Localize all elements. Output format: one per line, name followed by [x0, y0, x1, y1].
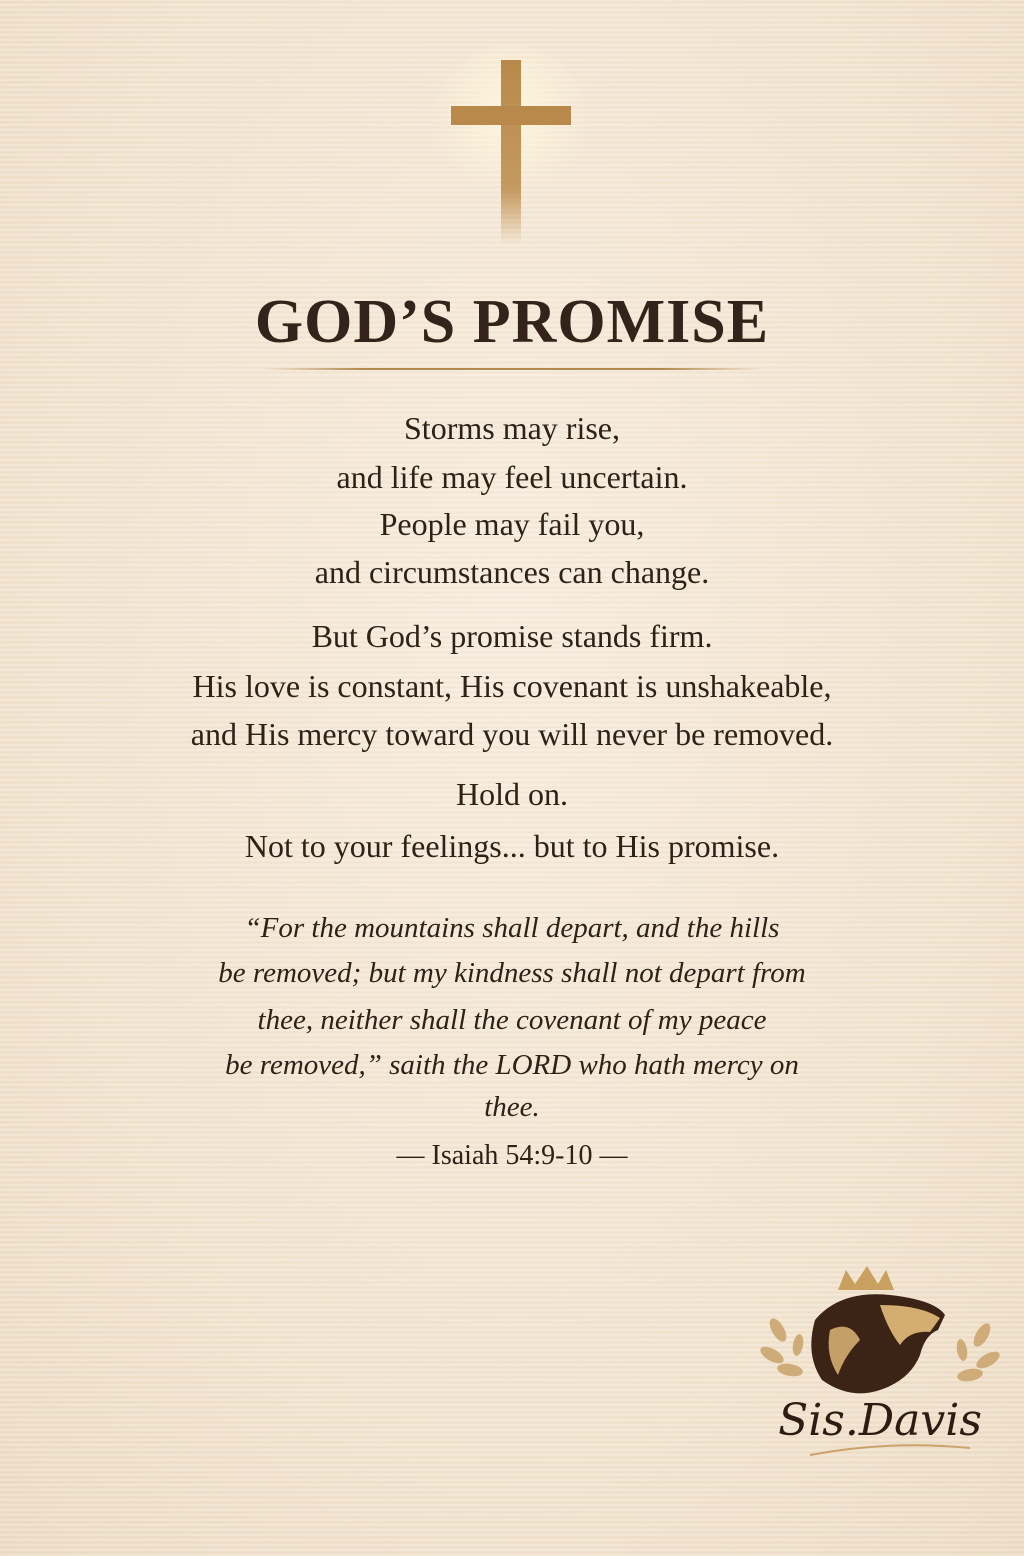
stanza-line: People may fail you, [379, 506, 645, 542]
scripture-line: be removed; but my kindness shall not depart from [218, 957, 806, 989]
stanza-line: Storms may rise, [404, 410, 620, 446]
scripture-line: “For the mountains shall depart, and the hills [244, 912, 780, 944]
stanza-line: But God’s promise stands firm. [311, 618, 713, 654]
stanza-line: and life may feel uncertain. [336, 459, 688, 495]
crowned-lion-icon [760, 1260, 1000, 1460]
title-divider [262, 368, 762, 370]
stanza-line: Hold on. [456, 776, 568, 812]
page-title: GOD’S PROMISE [254, 288, 770, 356]
stanza-line: and circumstances can change. [314, 554, 710, 590]
scripture-line: be removed,” saith the LORD who hath mercy on [225, 1049, 799, 1081]
stanza-line: Not to your feelings... but to His promise. [244, 828, 780, 864]
logo-text: Sis.Davis [778, 1395, 982, 1446]
scripture-reference: — Isaiah 54:9-10 — [396, 1140, 628, 1171]
scripture-line: thee. [484, 1091, 540, 1123]
stanza-line: and His mercy toward you will never be removed. [190, 716, 834, 752]
stanza-line: His love is constant, His covenant is unshakeable, [192, 668, 832, 704]
cross-icon [420, 40, 600, 250]
scripture-line: thee, neither shall the covenant of my peace [257, 1004, 767, 1036]
